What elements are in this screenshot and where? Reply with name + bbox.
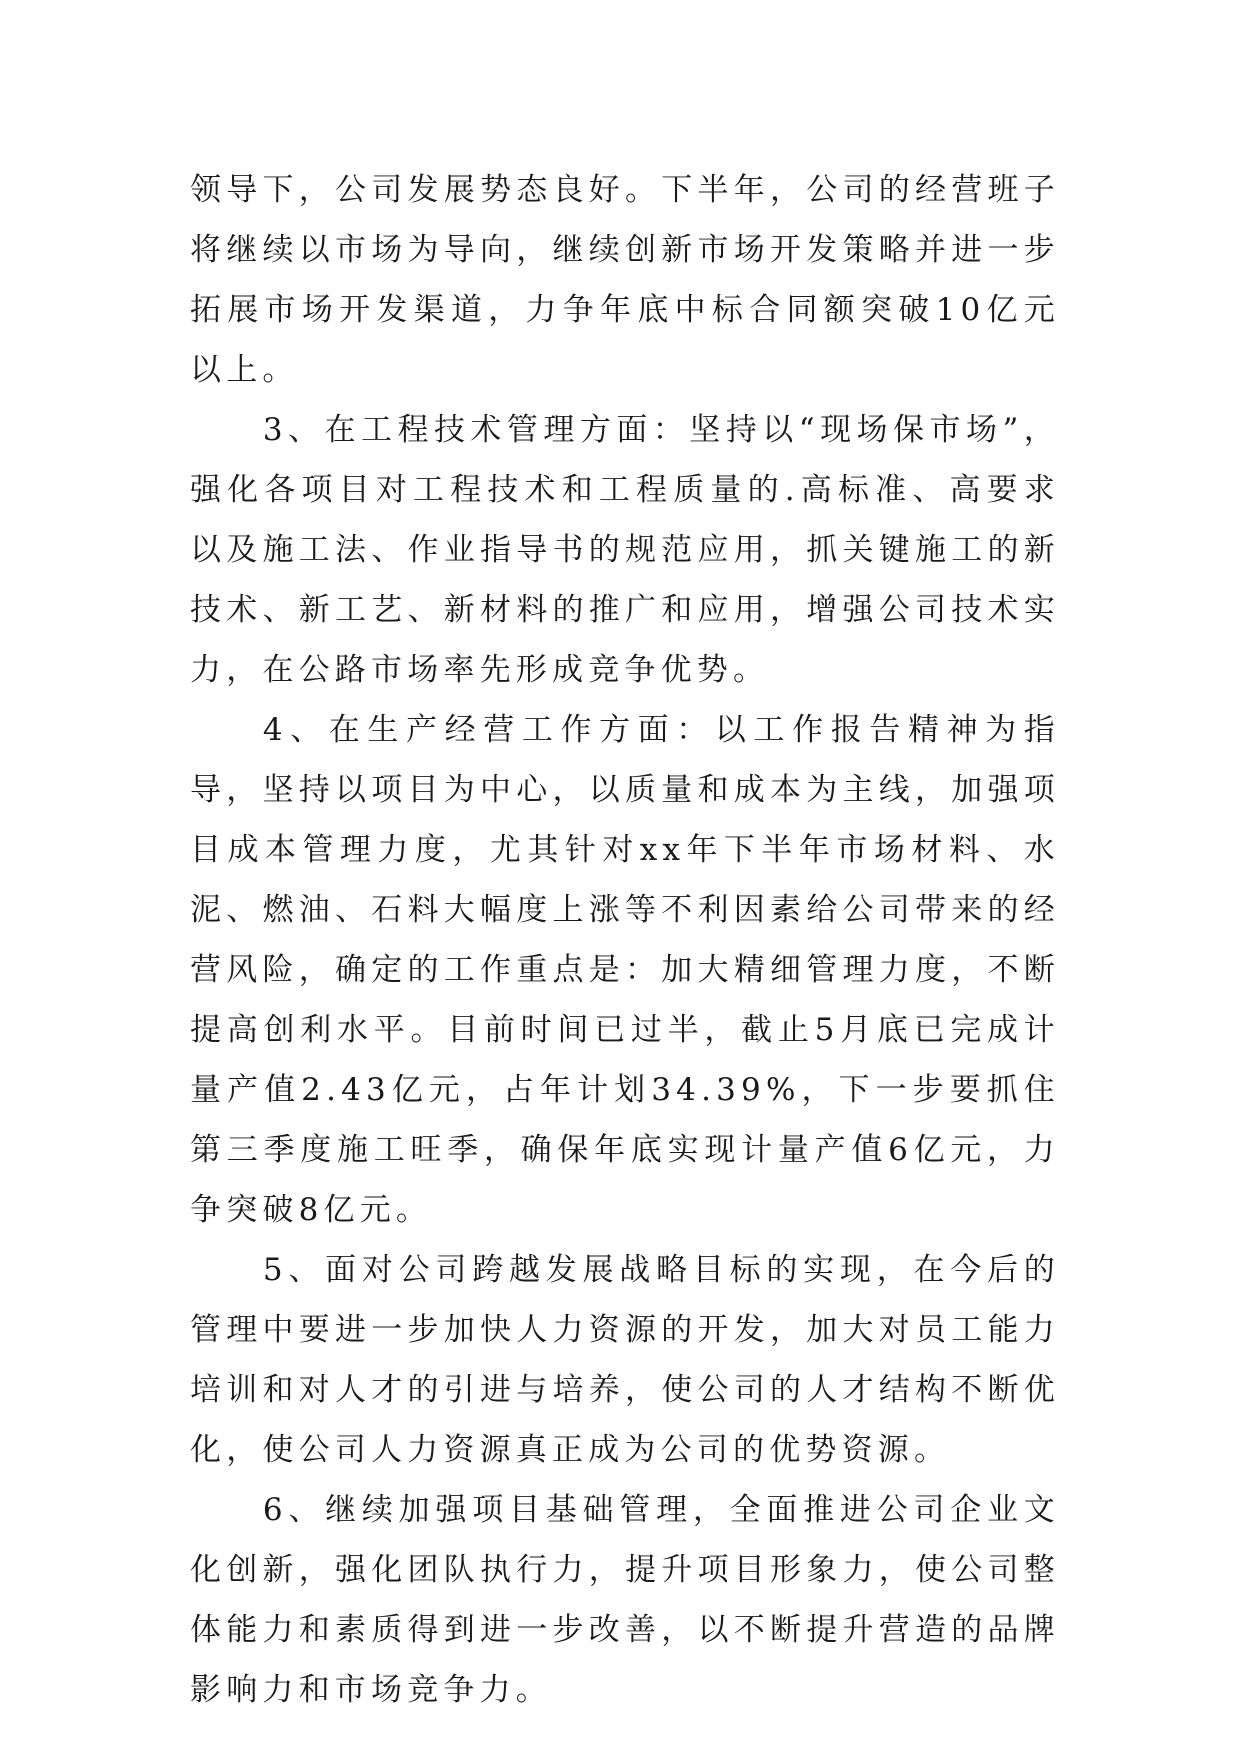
- paragraph-item-4: 4、在生产经营工作方面：以工作报告精神为指导，坚持以项目为中心，以质量和成本为主线，加强项目成本管理力度，尤其针对xx年下半年市场材料、水泥、燃油、石料大幅度上涨等不利因素给公司带来的经营风险，确定的工作重点是：加大精细管理力度，不断提高创利水平。目前时间已过半，截止5月底已完成计量产值2.43亿元，占年计划34.39%，下一步要抓住第三季度施工旺季，确保年底实现计量产值6亿元，力争突破8亿元。: [190, 712, 1060, 1228]
- paragraph-item-5: 5、面对公司跨越发展战略目标的实现，在今后的管理中要进一步加快人力资源的开发，加大对员工能力培训和对人才的引进与培养，使公司的人才结构不断优化，使公司人力资源真正成为公司的优势资源。: [190, 1252, 1060, 1468]
- document-body: [190, 160, 1060, 1720]
- paragraph-item-6: 6、继续加强项目基础管理，全面推进公司企业文化创新，强化团队执行力，提升项目形象力，使公司整体能力和素质得到进一步改善，以不断提升营造的品牌影响力和市场竞争力。: [190, 1492, 1060, 1708]
- paragraph-continuation: 领导下，公司发展势态良好。下半年，公司的经营班子将继续以市场为导向，继续创新市场开发策略并进一步拓展市场开发渠道，力争年底中标合同额突破10亿元以上。: [190, 172, 1060, 388]
- paragraph-item-3: 3、在工程技术管理方面：坚持以“现场保市场”，强化各项目对工程技术和工程质量的.高标准、高要求以及施工法、作业指导书的规范应用，抓关键施工的新技术、新工艺、新材料的推广和应用，增强公司技术实力，在公路市场率先形成竞争优势。: [190, 412, 1060, 688]
